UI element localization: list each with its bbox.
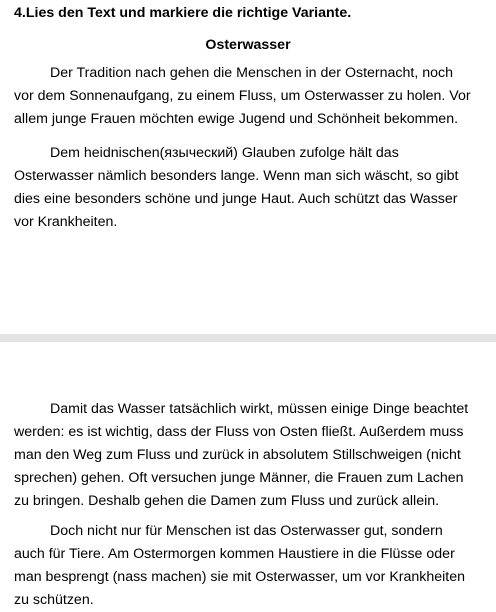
paragraph-line: sprechen) gehen. Oft versuchen junge Männer, die Frauen zum Lachen [14,470,464,486]
paragraph-line: auch für Tiere. Am Ostermorgen kommen Haustiere in die Flüsse oder [14,546,455,562]
paragraph-line: vor Krankheiten. [14,214,118,230]
paragraph-line: zu bringen. Deshalb gehen die Damen zum Fluss und zurück allein. [14,493,440,509]
paragraph-1 [14,62,484,131]
document-page-2 [0,342,496,610]
paragraph-line: man den Weg zum Fluss und zurück in absolutem Stillschweigen (nicht [14,447,461,463]
task-heading: 4.Lies den Text und markiere die richtige Variante. [14,5,352,21]
paragraph-line: Der Tradition nach gehen die Menschen in der Osternacht, noch [50,65,454,81]
text-title: Osterwasser [205,37,291,53]
paragraph-line: Dem heidnischen(языческий) Glauben zufolge hält das [50,145,399,161]
paragraph-line: Damit das Wasser tatsächlich wirkt, müssen einige Dinge beachtet [50,401,469,417]
paragraph-line: zu schützen. [14,592,94,608]
paragraph-3 [14,398,484,513]
page-separator [0,334,496,342]
paragraph-line: werden: es ist wichtig, dass der Fluss von Osten fließt. Außerdem muss [14,424,464,440]
paragraph-line: man besprengt (nass machen) sie mit Osterwasser, um vor Krankheiten [14,569,466,585]
paragraph-line: Osterwasser nämlich besonders lange. Wenn man sich wäscht, so gibt [14,168,459,184]
paragraph-line: vor dem Sonnenaufgang, zu einem Fluss, um Osterwasser zu holen. Vor [14,88,471,104]
paragraph-line: Doch nicht nur für Menschen ist das Osterwasser gut, sondern [50,523,443,539]
paragraph-4 [14,520,484,612]
paragraph-line: allem junge Frauen möchten ewige Jugend und Schönheit bekommen. [14,111,459,127]
paragraph-line: dies eine besonders schöne und junge Haut. Auch schützt das Wasser [14,191,458,207]
paragraph-2 [14,142,484,234]
